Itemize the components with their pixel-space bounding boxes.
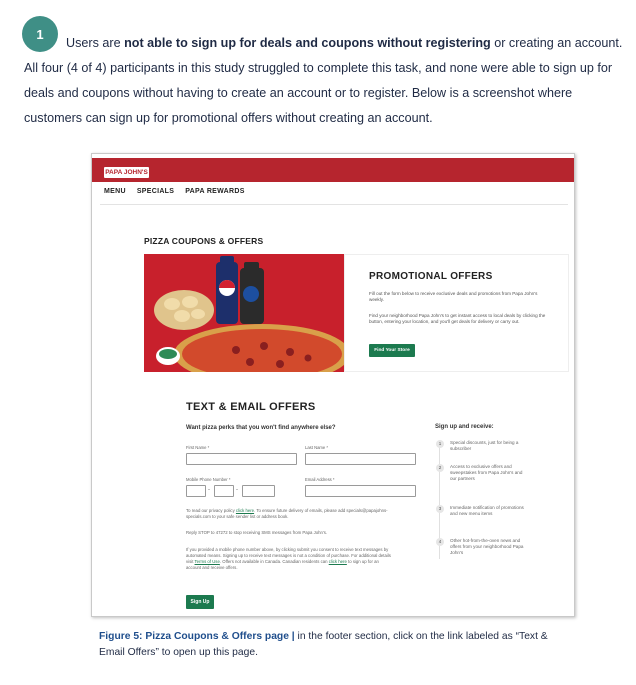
- pizza-and-soda-illustration: [144, 254, 344, 372]
- figure-caption-label: Figure 5: Pizza Coupons & Offers page |: [99, 631, 295, 642]
- form-subtitle: Want pizza perks that you won't find anywhere else?: [186, 425, 336, 431]
- step-number-badge: 1: [22, 16, 58, 52]
- papa-johns-logo[interactable]: PAPA JOHN'S: [103, 166, 150, 179]
- main-nav: [104, 188, 245, 195]
- consent-text-start: If you provided a mobile phone number above, by clicking submit you consent to receive text messages by automated means. Signing up to receive text messages is not a condition of purchase. For additional details visit: [186, 547, 391, 564]
- email-label: Email Address *: [305, 477, 335, 482]
- promo-description: Fill out the form below to receive exclusive deals and promotions from Papa John's weekly.: [369, 291, 538, 302]
- mobile-phone-label: Mobile Phone Number *: [186, 477, 231, 482]
- benefit-number: 3: [436, 505, 444, 513]
- benefit-number: 4: [436, 538, 444, 546]
- consent-text: [186, 547, 392, 571]
- benefits-title: Sign up and receive:: [435, 424, 494, 430]
- nav-papa-rewards[interactable]: PAPA REWARDS: [185, 188, 245, 195]
- page-heading: PIZZA COUPONS & OFFERS: [144, 236, 264, 246]
- phone-prefix-input[interactable]: [214, 485, 234, 497]
- promo-title: PROMOTIONAL OFFERS: [369, 271, 493, 282]
- sign-up-button[interactable]: Sign Up: [186, 595, 214, 609]
- figure-caption: [99, 629, 569, 661]
- promo-store-text: Find your neighborhood Papa John's to get instant access to local deals by clicking the button, entering your location, and you'll get deals for delivery or carry out.: [369, 313, 546, 324]
- benefit-number: 2: [436, 464, 444, 472]
- text-email-offers-title: TEXT & EMAIL OFFERS: [186, 401, 316, 413]
- benefit-text: Immediate notification of promotions and new menu items: [450, 505, 524, 517]
- pizza-promo-image: [144, 254, 344, 372]
- consent-text-middle: . Offers not available in Canada. Canadian residents can: [219, 559, 329, 564]
- privacy-policy-link[interactable]: click here: [235, 508, 255, 513]
- first-name-input[interactable]: [186, 453, 297, 465]
- consent-text-end: to sign up for an account and receive offers.: [186, 559, 379, 570]
- privacy-text-start: To read our privacy policy: [186, 508, 236, 513]
- nav-specials[interactable]: SPECIALS: [136, 188, 175, 195]
- phone-line-number-input[interactable]: [242, 485, 275, 497]
- promotional-offers-panel: [344, 254, 569, 372]
- benefit-text: Access to exclusive offers and sweepstakes from Papa John's and our partners: [450, 464, 523, 482]
- intro-bold-text: not able to sign up for deals and coupons without registering: [124, 36, 491, 50]
- phone-separator: -: [208, 487, 210, 493]
- intro-paragraph: [24, 31, 624, 131]
- figure-caption-text: in the footer section, click on the link labeled as “Text & Email Offers” to open up this page.: [99, 631, 548, 658]
- nav-divider: [100, 204, 568, 205]
- intro-text-start: Users are: [66, 36, 125, 50]
- last-name-label: Last Name *: [305, 445, 329, 450]
- benefit-text: Other hot-from-the-oven news and offers from your neighborhood Papa John's: [450, 538, 524, 556]
- nav-menu[interactable]: MENU: [104, 188, 126, 195]
- first-name-label: First Name *: [186, 445, 210, 450]
- papa-johns-screenshot: [91, 153, 575, 617]
- email-input[interactable]: [305, 485, 416, 497]
- last-name-input[interactable]: [305, 453, 416, 465]
- privacy-text: [186, 508, 392, 520]
- phone-area-code-input[interactable]: [186, 485, 206, 497]
- benefit-text: Special discounts, just for being a subscriber: [450, 440, 519, 452]
- privacy-text-end: . To ensure future delivery of emails, please add specials@papajohns-specials.com to your safe sender list or address book.: [186, 508, 388, 519]
- canada-click-here-link[interactable]: click here: [328, 559, 347, 564]
- terms-of-use-link[interactable]: Terms of Use: [194, 559, 220, 564]
- benefit-number: 1: [436, 440, 444, 448]
- intro-text-end: or creating an account. All four (4 of 4) participants in this study struggled to complete this task, and none were able to sign up for deals and coupons without having to create an account or to register. Below is a screenshot where customers can sign up for promotional offers without creating an account.: [24, 36, 623, 125]
- phone-separator: -: [236, 487, 238, 493]
- sms-stop-text: Reply STOP to 47272 to stop receiving SMS messages from Papa John's.: [186, 530, 328, 535]
- header-bar: [92, 158, 575, 182]
- find-your-store-button[interactable]: Find Your Store: [369, 344, 415, 357]
